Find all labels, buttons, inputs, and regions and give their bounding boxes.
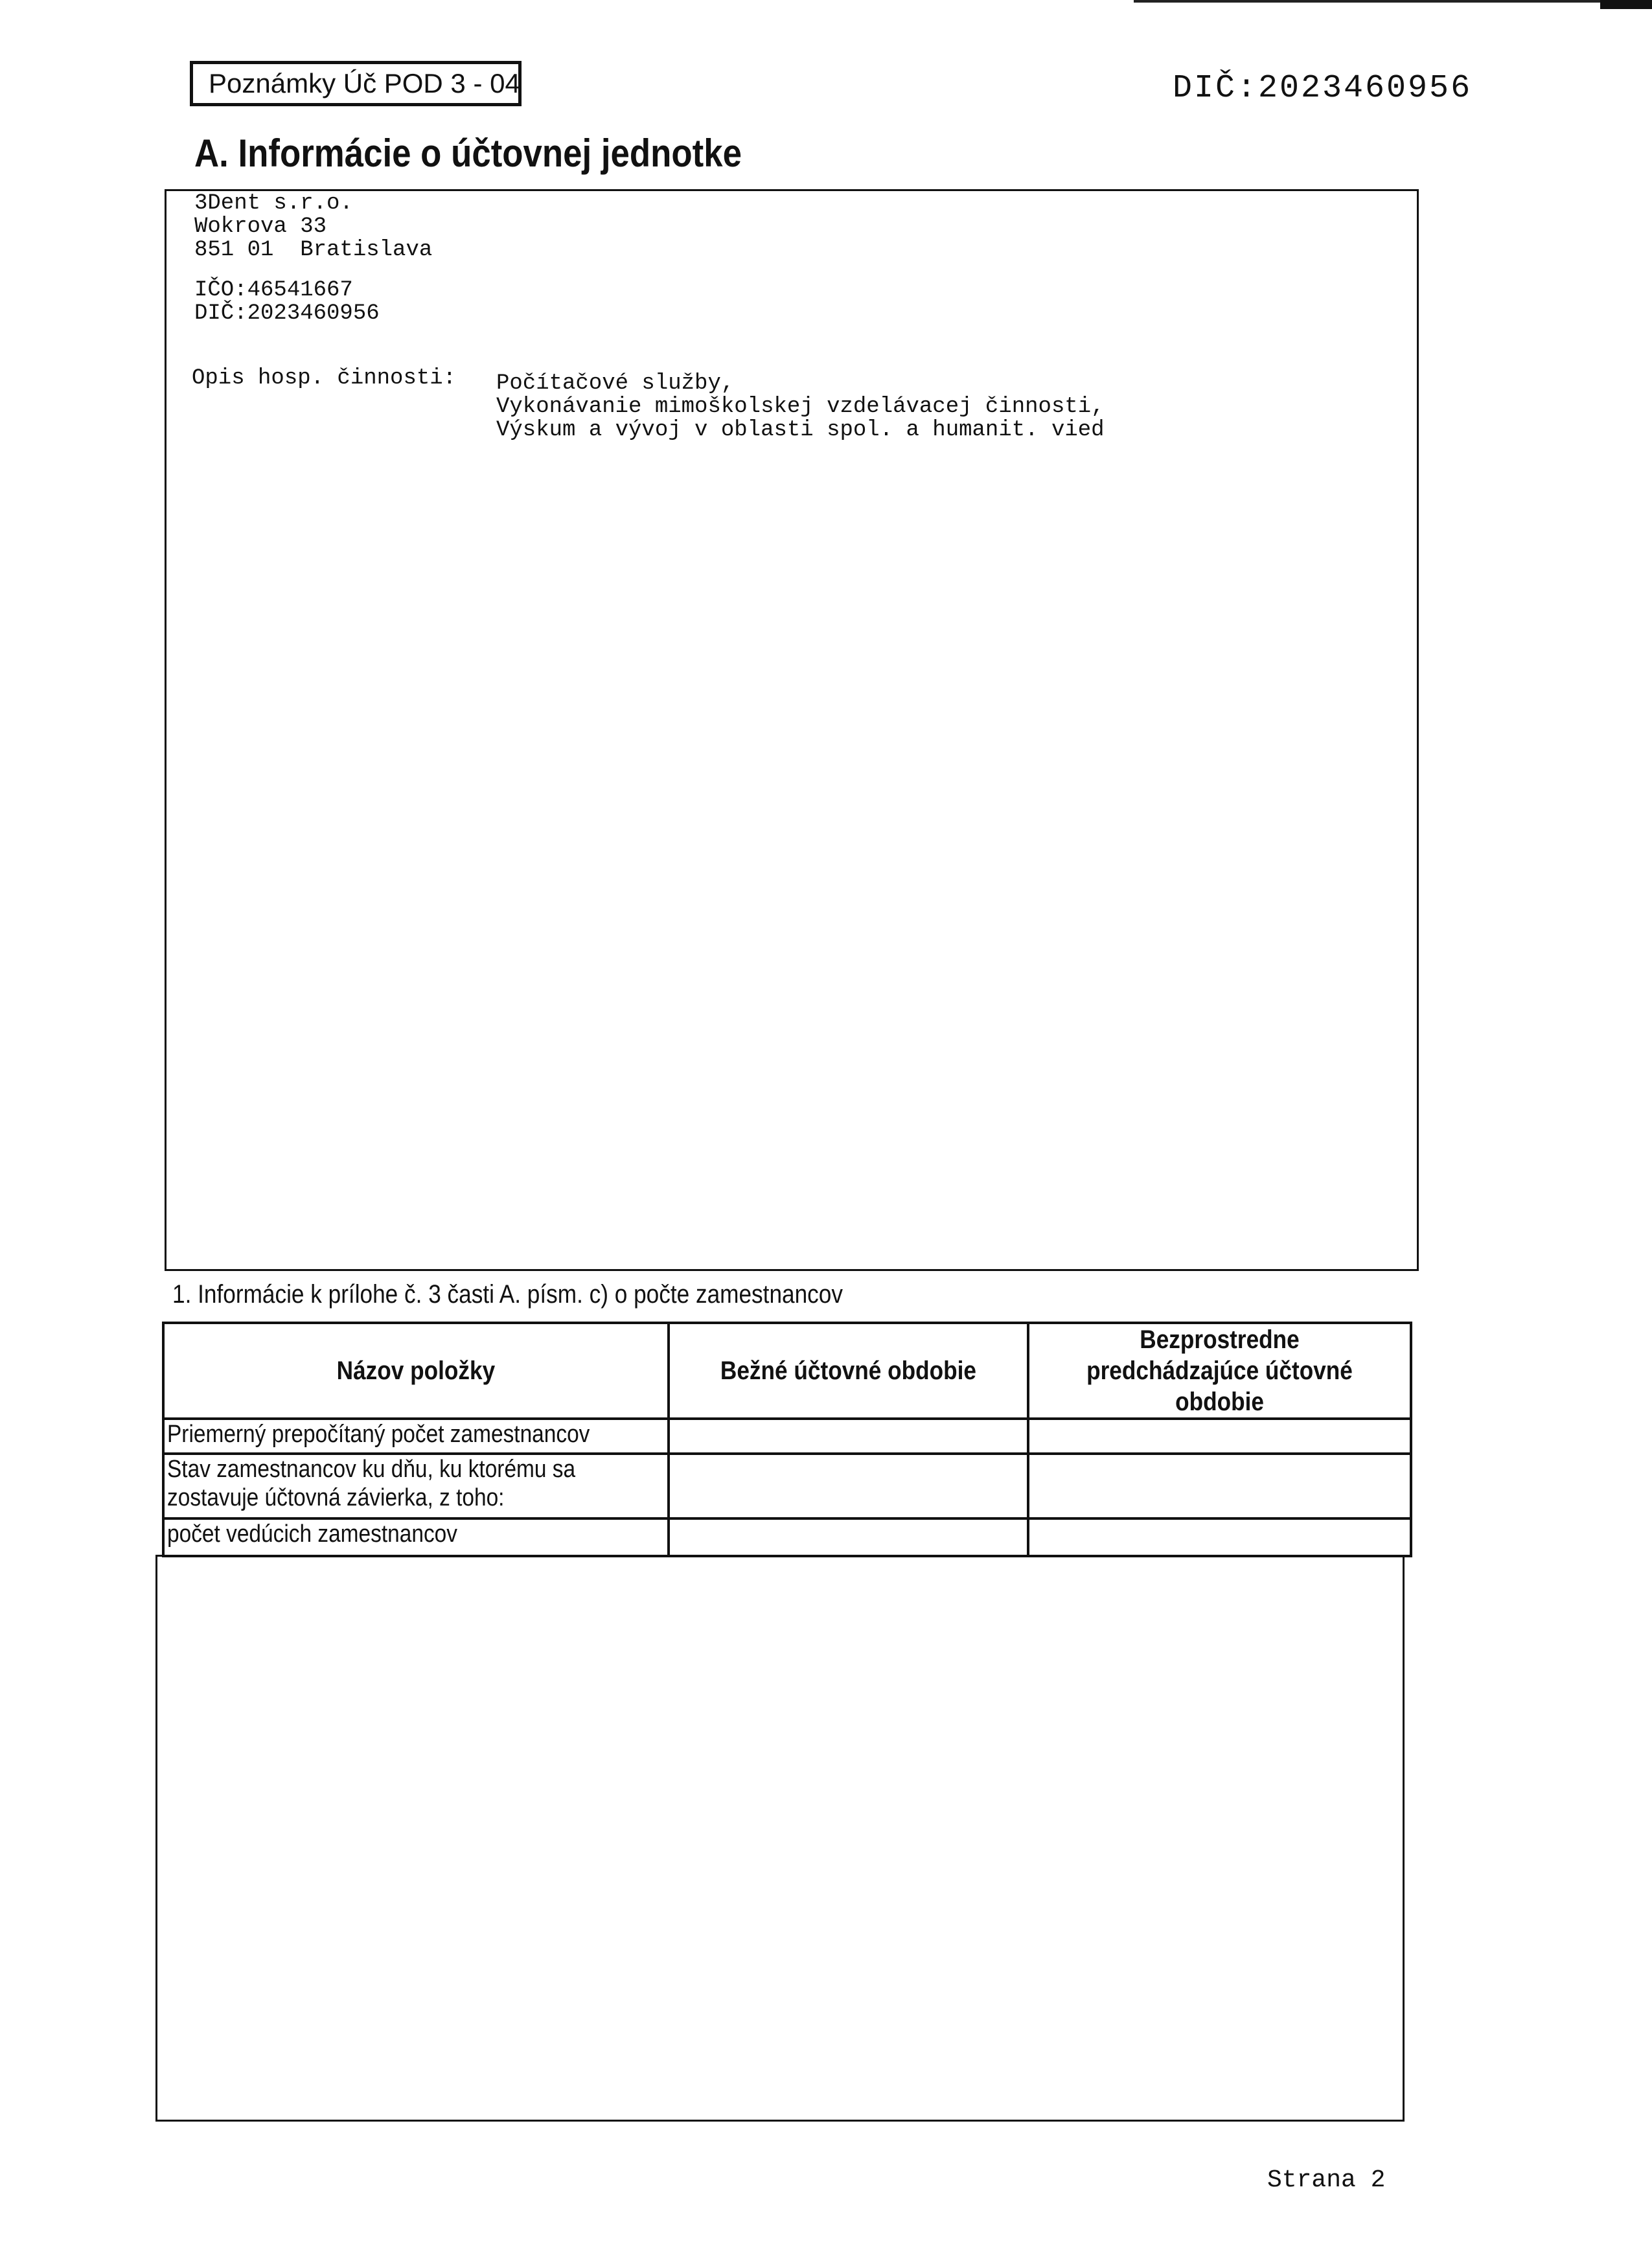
row-previous-value [1028, 1518, 1411, 1556]
form-label-box [190, 61, 522, 106]
row-label: Stav zamestnancov ku dňu, ku ktorému sa zostavuje účtovná závierka, z toho: [163, 1454, 669, 1518]
tax-id-top: DIČ:2023460956 [1173, 70, 1473, 107]
table-row [163, 1419, 1411, 1454]
entity-info-box [165, 189, 1419, 1271]
employees-table-caption: 1. Informácie k prílohe č. 3 časti A. písm. c) o počte zamestnancov [172, 1280, 843, 1309]
row-current-value [669, 1454, 1028, 1518]
activity-label: Opis hosp. činnosti: [192, 366, 457, 391]
header-current-period: Bežné účtovné obdobie [669, 1323, 1028, 1419]
company-address: 3Dent s.r.o. Wokrova 33 851 01 Bratislava [194, 191, 433, 262]
row-previous-value [1028, 1454, 1411, 1518]
row-previous-value [1028, 1419, 1411, 1454]
form-label: Poznámky Úč POD 3 - 04 [209, 68, 520, 98]
scan-corner-mark [1600, 0, 1652, 9]
table-row [163, 1518, 1411, 1556]
header-item-name: Názov položky [163, 1323, 669, 1419]
activity-list: Počítačové služby, Vykonávanie mimoškolskej vzdelávacej činnosti, Výskum a vývoj v oblasti spol. a humanit. vied [496, 371, 1105, 442]
company-ids: IČO:46541667 DIČ:2023460956 [194, 278, 380, 326]
row-current-value [669, 1518, 1028, 1556]
table-header-row [163, 1323, 1411, 1419]
row-label: počet vedúcich zamestnancov [163, 1518, 669, 1556]
scan-top-edge-line [1134, 0, 1652, 3]
page-number: Strana 2 [1267, 2166, 1386, 2194]
row-current-value [669, 1419, 1028, 1454]
notes-box [155, 1555, 1405, 2122]
row-label: Priemerný prepočítaný počet zamestnancov [163, 1419, 669, 1454]
employees-table [162, 1322, 1412, 1557]
header-previous-period: Bezprostredne predchádzajúce účtovné obdobie [1028, 1323, 1411, 1419]
table-row [163, 1454, 1411, 1518]
section-a-title: A. Informácie o účtovnej jednotke [194, 132, 742, 175]
